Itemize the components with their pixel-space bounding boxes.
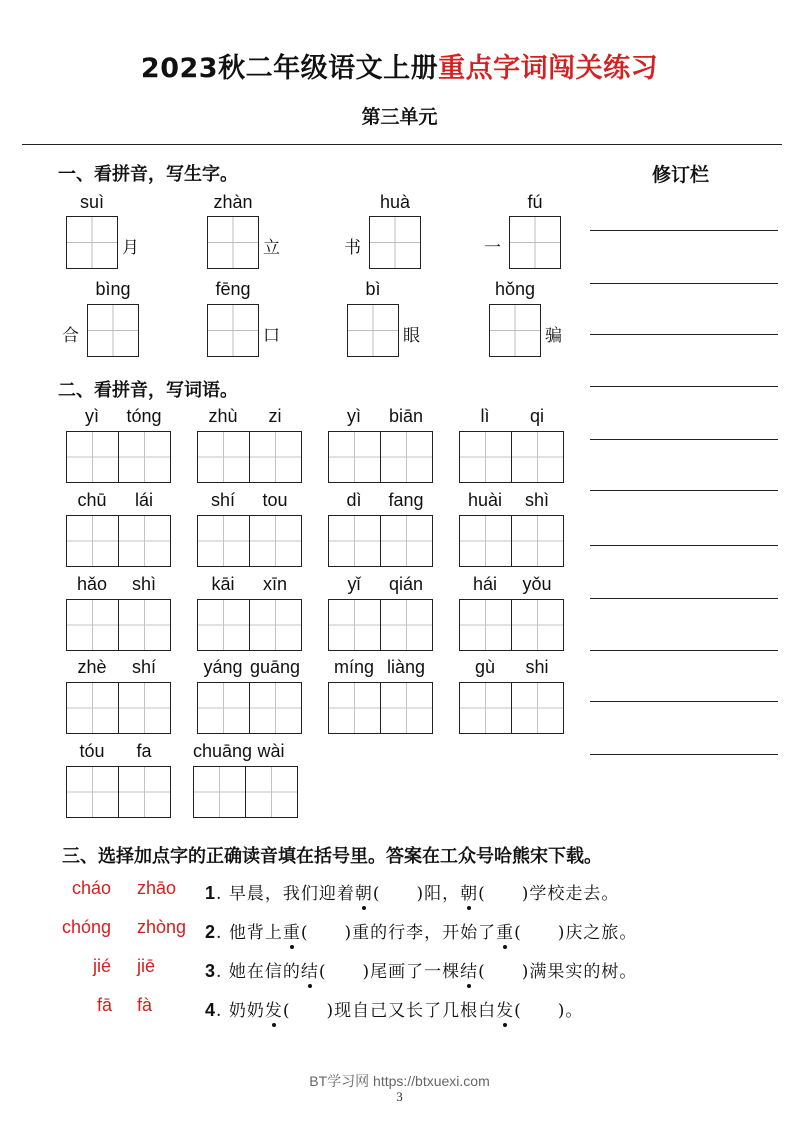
pinyin-syllable: huài (467, 490, 503, 510)
sentence-text: . 早晨，我们迎着 (216, 884, 355, 904)
pinyin-label: suì (79, 192, 104, 212)
word-writing-boxes[interactable] (328, 682, 433, 734)
sentence-text: ( )阳， (372, 884, 461, 904)
word-writing-boxes[interactable] (459, 515, 564, 567)
char-writing-box[interactable] (207, 216, 259, 269)
reading-option: jié (93, 956, 112, 976)
pinyin-syllable: dì (346, 490, 362, 510)
pinyin-syllable: tóng (126, 406, 162, 426)
writing-cell[interactable] (329, 516, 380, 566)
pinyin-syllable: wài (257, 741, 285, 761)
writing-cell[interactable] (118, 516, 170, 566)
pinyin-syllable: zhù (208, 406, 238, 426)
hint-character: 骗 (545, 326, 562, 346)
question-sentence (205, 918, 637, 943)
hint-character: 口 (263, 326, 280, 346)
writing-cell[interactable] (198, 600, 249, 650)
pinyin-syllable: tou (262, 490, 288, 510)
pinyin-label: hǒng (494, 279, 536, 299)
word-writing-boxes[interactable] (328, 599, 433, 651)
title-red: 重点字词闯关练习 (438, 53, 659, 84)
reading-option: zhāo (137, 878, 177, 898)
question-number: 1 (205, 883, 217, 903)
question-number: 2 (205, 922, 217, 942)
writing-cell[interactable] (249, 432, 301, 482)
pinyin-syllable: lái (134, 490, 153, 510)
sentence-text: . 他背上 (216, 923, 283, 943)
reading-option: fā (97, 995, 113, 1015)
word-writing-boxes[interactable] (66, 599, 171, 651)
word-writing-boxes[interactable] (66, 431, 171, 483)
writing-cell[interactable] (460, 683, 511, 733)
dotted-character: 重 (282, 923, 301, 943)
pinyin-syllable: yǒu (522, 574, 552, 594)
hint-character: 眼 (403, 326, 420, 346)
dotted-character: 结 (460, 962, 479, 982)
dotted-character: 发 (496, 1001, 515, 1021)
writing-cell[interactable] (67, 432, 118, 482)
question-sentence (205, 957, 637, 982)
sentence-text: ( )。 (514, 1001, 584, 1021)
title-black: 2023秋二年级语文上册 (140, 53, 439, 84)
question-sentence (205, 996, 583, 1021)
sentence-text: . 她在信的 (216, 962, 301, 982)
writing-cell[interactable] (118, 600, 170, 650)
hint-character: 立 (263, 238, 280, 258)
writing-cell[interactable] (511, 432, 563, 482)
word-writing-boxes[interactable] (197, 515, 302, 567)
pinyin-syllable: hái (472, 574, 498, 594)
word-writing-boxes[interactable] (193, 766, 298, 818)
char-writing-box[interactable] (347, 304, 399, 357)
char-writing-box[interactable] (369, 216, 421, 269)
sentence-text: ( )现自己又长了几根白 (282, 1001, 497, 1021)
revision-line[interactable] (590, 230, 778, 231)
section2-heading: 二、看拼音，写词语。 (58, 380, 238, 401)
pinyin-syllable: liàng (386, 657, 426, 677)
reading-option: chóng (62, 917, 112, 937)
word-writing-boxes[interactable] (197, 682, 302, 734)
header-divider (22, 144, 782, 145)
writing-cell[interactable] (249, 600, 301, 650)
pinyin-syllable: kāi (211, 574, 235, 594)
writing-cell[interactable] (329, 683, 380, 733)
revision-line[interactable] (590, 650, 778, 651)
writing-cell[interactable] (194, 767, 245, 817)
hint-character: 月 (122, 238, 139, 258)
sentence-text: ( )满果实的树。 (478, 962, 638, 982)
revision-label: 修订栏 (652, 164, 710, 186)
writing-cell[interactable] (329, 432, 380, 482)
word-writing-boxes[interactable] (66, 766, 171, 818)
word-writing-boxes[interactable] (459, 682, 564, 734)
writing-cell[interactable] (245, 767, 297, 817)
section1-heading: 一、看拼音，写生字。 (58, 164, 238, 185)
writing-cell[interactable] (460, 516, 511, 566)
writing-cell[interactable] (118, 432, 170, 482)
pinyin-syllable: míng (333, 657, 375, 677)
sentence-text: ( )庆之旅。 (514, 923, 638, 943)
dotted-character: 发 (264, 1001, 283, 1021)
word-writing-boxes[interactable] (197, 431, 302, 483)
pinyin-syllable: shí (131, 657, 156, 677)
writing-cell[interactable] (329, 600, 380, 650)
char-writing-box[interactable] (207, 304, 259, 357)
footer-site: BT学习网 https://btxuexi.com (309, 1073, 490, 1089)
writing-cell[interactable] (67, 683, 118, 733)
word-writing-boxes[interactable] (328, 515, 433, 567)
pinyin-syllable: shi (525, 657, 549, 677)
sentence-text: ( )重的行李，开始了 (300, 923, 497, 943)
word-writing-boxes[interactable] (66, 682, 171, 734)
word-writing-boxes[interactable] (459, 431, 564, 483)
hint-character: 合 (62, 326, 79, 346)
writing-cell[interactable] (198, 432, 249, 482)
revision-line[interactable] (590, 439, 778, 440)
pinyin-syllable: yì (84, 406, 99, 426)
pinyin-syllable: shì (524, 490, 549, 510)
writing-cell[interactable] (380, 432, 432, 482)
reading-option: fà (137, 995, 153, 1015)
writing-cell[interactable] (460, 600, 511, 650)
word-writing-boxes[interactable] (459, 599, 564, 651)
pinyin-syllable: zhè (77, 657, 107, 677)
revision-line[interactable] (590, 701, 778, 702)
writing-cell[interactable] (460, 432, 511, 482)
unit-label: 第三单元 (361, 106, 438, 128)
sentence-text: . 奶奶 (216, 1001, 265, 1021)
section3-heading: 三、选择加点字的正确读音填在括号里。答案在工众号哈熊宋下载。 (62, 846, 602, 867)
question-sentence (205, 879, 619, 904)
char-writing-box[interactable] (66, 216, 118, 269)
pinyin-syllable: xīn (262, 574, 287, 594)
pinyin-syllable: chū (77, 490, 107, 510)
writing-cell[interactable] (198, 683, 249, 733)
writing-cell[interactable] (380, 600, 432, 650)
pinyin-syllable: qián (388, 574, 424, 594)
pinyin-label: zhàn (213, 192, 253, 212)
question-number: 3 (205, 961, 217, 981)
revision-line[interactable] (590, 545, 778, 546)
page-title (0, 46, 799, 85)
writing-cell[interactable] (67, 516, 118, 566)
question-number: 4 (205, 1000, 217, 1020)
revision-line[interactable] (590, 334, 778, 335)
revision-line[interactable] (590, 490, 778, 491)
pinyin-syllable: yǐ (347, 574, 361, 594)
pinyin-label: huà (379, 192, 411, 212)
writing-cell[interactable] (67, 767, 118, 817)
char-writing-box[interactable] (509, 216, 561, 269)
pinyin-syllable: shí (210, 490, 235, 510)
writing-cell[interactable] (118, 767, 170, 817)
sentence-text: ( )学校走去。 (478, 884, 620, 904)
pinyin-syllable: gù (474, 657, 496, 677)
reading-option: jiē (137, 956, 156, 976)
pinyin-syllable: qi (529, 406, 544, 426)
writing-cell[interactable] (511, 516, 563, 566)
pinyin-syllable: chuāng (193, 741, 253, 761)
dotted-character: 结 (300, 962, 319, 982)
sentence-text: ( )尾画了一棵 (318, 962, 461, 982)
pinyin-syllable: yáng (203, 657, 243, 677)
reading-option: zhòng (137, 917, 187, 937)
pinyin-syllable: hǎo (76, 574, 108, 594)
pinyin-label: fēng (215, 279, 251, 299)
word-writing-boxes[interactable] (328, 431, 433, 483)
char-writing-box[interactable] (87, 304, 139, 357)
writing-cell[interactable] (67, 600, 118, 650)
revision-line[interactable] (590, 283, 778, 284)
reading-option: cháo (72, 878, 112, 898)
writing-cell[interactable] (118, 683, 170, 733)
pinyin-label: fú (527, 192, 543, 212)
pinyin-label: bì (365, 279, 381, 299)
writing-cell[interactable] (249, 683, 301, 733)
revision-line[interactable] (590, 598, 778, 599)
word-writing-boxes[interactable] (197, 599, 302, 651)
page-number: 3 (396, 1089, 403, 1104)
writing-cell[interactable] (198, 516, 249, 566)
hint-character: 一 (484, 238, 501, 258)
writing-cell[interactable] (380, 683, 432, 733)
dotted-character: 重 (496, 923, 515, 943)
pinyin-syllable: guāng (249, 657, 301, 677)
pinyin-syllable: shì (131, 574, 156, 594)
pinyin-syllable: lì (480, 406, 490, 426)
pinyin-syllable: fang (388, 490, 424, 510)
writing-cell[interactable] (511, 683, 563, 733)
pinyin-syllable: fa (136, 741, 152, 761)
pinyin-syllable: tóu (79, 741, 105, 761)
hint-character: 书 (344, 238, 361, 258)
revision-line[interactable] (590, 386, 778, 387)
writing-cell[interactable] (249, 516, 301, 566)
pinyin-syllable: zi (268, 406, 282, 426)
writing-cell[interactable] (380, 516, 432, 566)
pinyin-label: bìng (95, 279, 131, 299)
pinyin-syllable: biān (388, 406, 424, 426)
dotted-character: 朝 (354, 884, 373, 904)
word-writing-boxes[interactable] (66, 515, 171, 567)
pinyin-syllable: yì (346, 406, 361, 426)
revision-line[interactable] (590, 754, 778, 755)
dotted-character: 朝 (460, 884, 479, 904)
char-writing-box[interactable] (489, 304, 541, 357)
writing-cell[interactable] (511, 600, 563, 650)
